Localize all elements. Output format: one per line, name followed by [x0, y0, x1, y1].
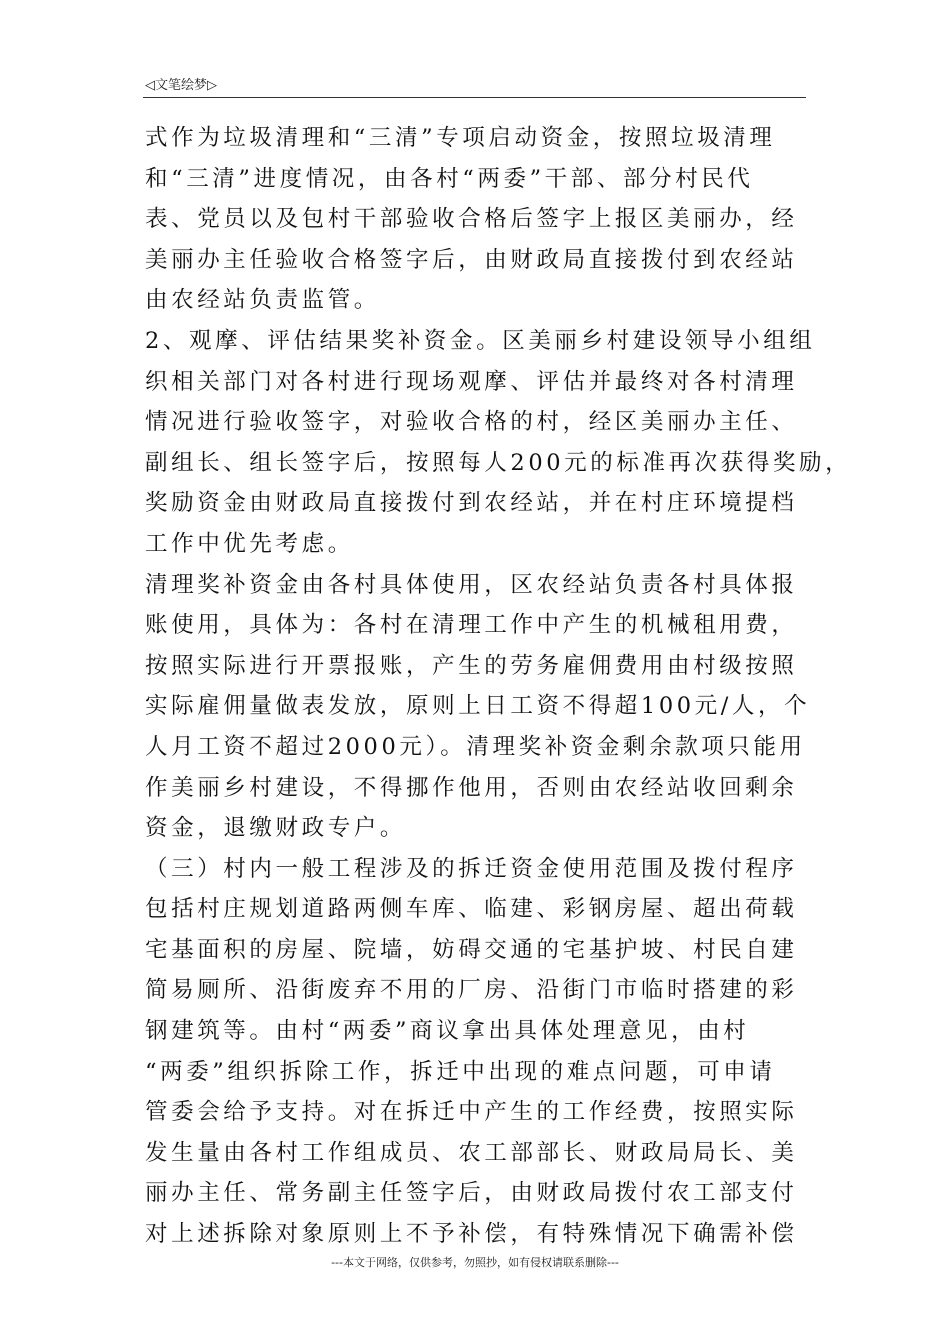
text-line: 织相关部门对各村进行现场观摩、评估并最终对各村清理 — [145, 368, 798, 395]
text-line: 宅基面积的房屋、院墙，妨碍交通的宅基护坡、村民自建 — [145, 936, 798, 963]
text-line: 对上述拆除对象原则上不予补偿，有特殊情况下确需补偿 — [145, 1221, 798, 1248]
header-divider — [143, 97, 806, 98]
document-body — [145, 118, 852, 1255]
text-line: （三）村内一般工程涉及的拆迁资金使用范围及拨付程序 — [145, 855, 798, 882]
text-line: 丽办主任、常务副主任签字后，由财政局拨付农工部支付 — [145, 1180, 798, 1207]
text-line: 人月工资不超过2000元）。清理奖补资金剩余款项只能用 — [145, 733, 806, 760]
text-line: 实际雇佣量做表发放，原则上日工资不得超100元/人，个 — [145, 693, 811, 720]
text-line: 奖励资金由财政局直接拨付到农经站，并在村庄环境提档 — [145, 490, 798, 517]
text-line: 管委会给予支持。对在拆迁中产生的工作经费，按照实际 — [145, 1099, 798, 1126]
text-line: 由农经站负责监管。 — [145, 287, 380, 314]
text-line: 作美丽乡村建设，不得挪作他用，否则由农经站收回剩余 — [145, 774, 798, 801]
text-line: 表、党员以及包村干部验收合格后签字上报区美丽办，经 — [145, 206, 798, 233]
text-line: 工作中优先考虑。 — [145, 530, 354, 557]
text-line: 钢建筑等。由村“两委”商议拿出具体处理意见，由村 — [145, 1018, 750, 1045]
text-line: 按照实际进行开票报账，产生的劳务雇佣费用由村级按照 — [145, 652, 798, 679]
text-line: 资金，退缴财政专户。 — [145, 815, 407, 842]
text-line: 副组长、组长签字后，按照每人200元的标准再次获得奖励， — [145, 449, 852, 476]
text-line: 美丽办主任验收合格签字后，由财政局直接拨付到农经站 — [145, 246, 798, 273]
text-line: 和“三清”进度情况，由各村“两委”干部、部分村民代 — [145, 165, 754, 192]
text-line: 2、观摩、评估结果奖补资金。区美丽乡村建设领导小组组 — [145, 327, 816, 354]
page-footer: ---本文于网络，仅供参考，勿照抄，如有侵权请联系删除--- — [331, 1256, 619, 1269]
text-line: 式作为垃圾清理和“三清”专项启动资金，按照垃圾清理 — [145, 125, 776, 151]
text-line: “两委”组织拆除工作，拆迁中出现的难点问题，可申请 — [145, 1058, 776, 1085]
text-line: 简易厕所、沿街废弃不用的厂房、沿街门市临时搭建的彩 — [145, 977, 798, 1004]
text-line: 发生量由各村工作组成员、农工部部长、财政局局长、美 — [145, 1139, 798, 1166]
text-line: 包括村庄规划道路两侧车库、临建、彩钢房屋、超出荷载 — [145, 896, 798, 923]
text-line: 情况进行验收签字，对验收合格的村，经区美丽办主任、 — [145, 409, 798, 436]
text-line: 账使用，具体为：各村在清理工作中产生的机械租用费， — [145, 612, 798, 639]
page-header: ◁文笔绘梦▷ — [145, 78, 217, 93]
text-line: 清理奖补资金由各村具体使用，区农经站负责各村具体报 — [145, 571, 798, 598]
